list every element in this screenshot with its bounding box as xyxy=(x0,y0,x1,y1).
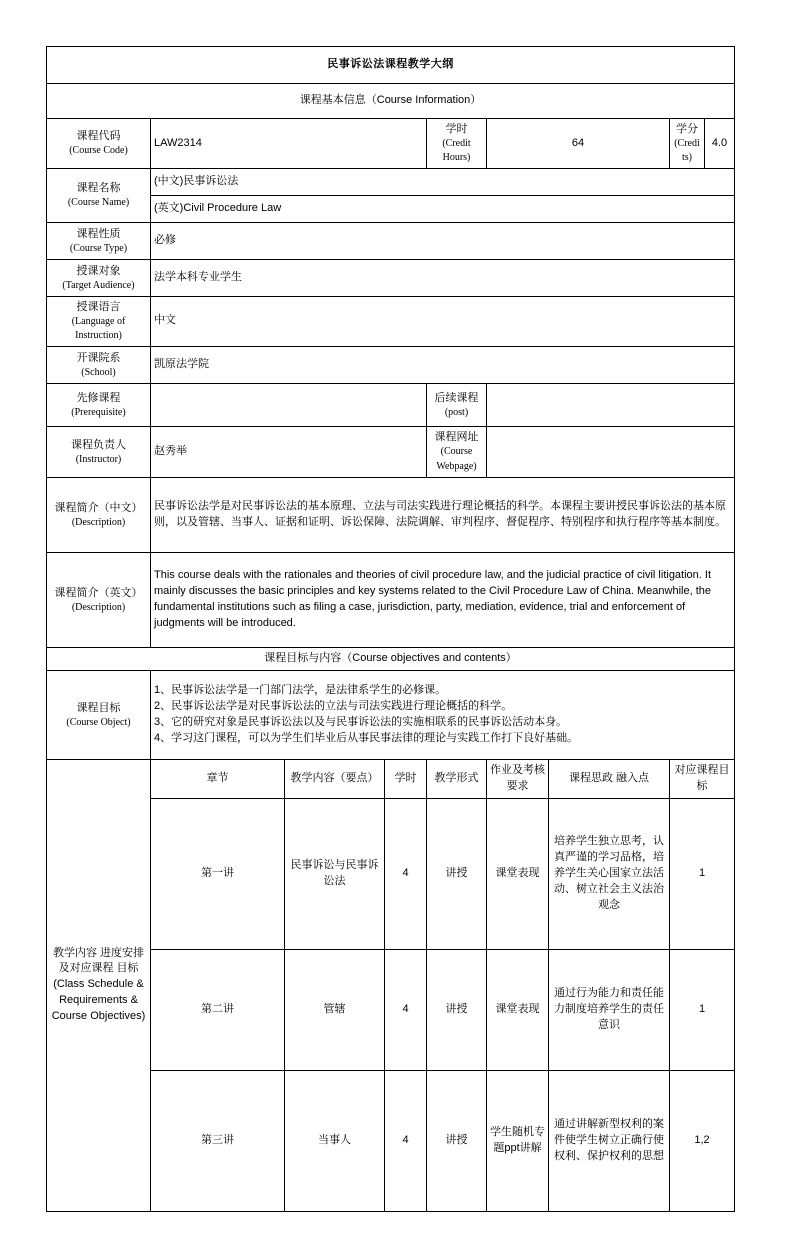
label-course-code xyxy=(47,119,151,169)
cell-ideology: 通过行为能力和责任能力制度培养学生的责任意识 xyxy=(549,949,670,1070)
course-object-item: 4、学习这门课程，可以为学生们毕业后从事民事法律的理论与实践工作打下良好基础。 xyxy=(154,731,579,744)
label-course-code-cn: 课程代码 xyxy=(76,129,121,143)
cell-content: 民事诉讼与民事诉讼法 xyxy=(285,798,385,949)
row-target-audience xyxy=(47,259,735,296)
section-basic-info: 课程基本信息（Course Information） xyxy=(47,84,735,119)
cell-ideology: 培养学生独立思考，认真严谨的学习品格，培养学生关心国家立法活动、树立社会主义法治观念 xyxy=(549,798,670,949)
cell-assessment: 学生随机专题ppt讲解 xyxy=(487,1070,549,1211)
cell-assessment: 课堂表现 xyxy=(487,798,549,949)
value-instructor: 赵秀举 xyxy=(151,426,427,477)
label-course-name-cn: 课程名称 xyxy=(76,181,121,195)
label-description-cn-en: (Description) xyxy=(71,516,126,528)
label-description-en-en: (Description) xyxy=(71,601,126,613)
cell-objective: 1 xyxy=(670,949,735,1070)
label-target-audience xyxy=(47,259,151,296)
row-instructor xyxy=(47,426,735,477)
cell-content: 当事人 xyxy=(285,1070,385,1211)
label-language xyxy=(47,296,151,346)
row-course-object xyxy=(47,670,735,759)
cell-assessment: 课堂表现 xyxy=(487,949,549,1070)
label-credit-hours-en: (Credit Hours) xyxy=(442,137,471,164)
label-language-en: (Language of Instruction) xyxy=(71,315,126,342)
label-course-name xyxy=(47,168,151,222)
label-credits xyxy=(670,119,705,169)
label-description-en-title: 课程简介（英文） xyxy=(54,585,143,599)
label-course-object xyxy=(47,670,151,759)
cell-hours: 4 xyxy=(385,949,427,1070)
label-credit-hours-cn: 学时 xyxy=(445,122,468,135)
row-school xyxy=(47,346,735,383)
course-object-item: 3、它的研究对象是民事诉讼法以及与民事诉讼法的实施相联系的民事诉讼活动本身。 xyxy=(154,715,568,728)
row-description-en xyxy=(47,552,735,647)
label-instructor xyxy=(47,426,151,477)
row-course-name-cn xyxy=(47,168,735,195)
label-class-schedule xyxy=(47,759,151,1211)
value-course-webpage xyxy=(487,426,735,477)
label-course-type-en: (Course Type) xyxy=(69,242,128,254)
label-course-webpage-cn: 课程网址 xyxy=(434,430,479,444)
label-post-course xyxy=(427,383,487,426)
label-target-audience-cn: 授课对象 xyxy=(76,263,121,277)
label-course-webpage-en: (Course Webpage) xyxy=(436,446,477,472)
schedule-row xyxy=(47,798,735,949)
value-credit-hours: 64 xyxy=(487,119,670,169)
course-object-item: 1、民事诉讼法学是一门部门法学，是法律系学生的必修课。 xyxy=(154,684,447,696)
value-post-course xyxy=(487,383,735,426)
label-school xyxy=(47,346,151,383)
syllabus-table xyxy=(46,46,735,1212)
label-prerequisite-en: (Prerequisite) xyxy=(71,406,126,418)
value-language: 中文 xyxy=(151,296,735,346)
objectives-header-row xyxy=(47,647,735,670)
label-prerequisite-cn: 先修课程 xyxy=(76,390,121,404)
title-row xyxy=(47,47,735,84)
cell-hours: 4 xyxy=(385,1070,427,1211)
cell-format: 讲授 xyxy=(427,949,487,1070)
value-course-name-en: (英文)Civil Procedure Law xyxy=(151,195,735,222)
cell-format: 讲授 xyxy=(427,1070,487,1211)
row-description-cn xyxy=(47,477,735,552)
label-prerequisite xyxy=(47,383,151,426)
label-class-schedule-line1: 教学内容 xyxy=(52,946,97,959)
cell-chapter: 第二讲 xyxy=(151,949,285,1070)
label-target-audience-en: (Target Audience) xyxy=(62,279,135,291)
column-header-content: 教学内容（要点） xyxy=(285,759,385,798)
cell-objective: 1,2 xyxy=(670,1070,735,1211)
column-header-assessment: 作业及考核要求 xyxy=(487,759,549,798)
cell-format: 讲授 xyxy=(427,798,487,949)
value-school: 凯原法学院 xyxy=(151,346,735,383)
row-language xyxy=(47,296,735,346)
value-course-type: 必修 xyxy=(151,222,735,259)
label-course-type-cn: 课程性质 xyxy=(76,226,121,240)
label-post-course-en: (post) xyxy=(444,406,469,418)
label-credits-cn: 学分 xyxy=(676,122,698,135)
column-header-hours: 学时 xyxy=(385,759,427,798)
label-school-en: (School) xyxy=(81,366,116,378)
column-header-objective: 对应课程目标 xyxy=(670,759,735,798)
cell-hours: 4 xyxy=(385,798,427,949)
section-objectives: 课程目标与内容（Course objectives and contents） xyxy=(47,647,735,670)
label-description-en xyxy=(47,552,151,647)
schedule-row xyxy=(47,1070,735,1211)
column-header-chapter: 章节 xyxy=(151,759,285,798)
label-credits-en: (Credits) xyxy=(674,137,700,164)
course-object-item: 2、民事诉讼法学是对民事诉讼法的立法与司法实践进行理论概括的科学。 xyxy=(154,699,513,712)
label-course-webpage xyxy=(427,426,487,477)
value-credits: 4.0 xyxy=(705,119,735,169)
column-header-ideology: 课程思政 融入点 xyxy=(549,759,670,798)
schedule-header-row xyxy=(47,759,735,798)
label-instructor-cn: 课程负责人 xyxy=(71,437,126,451)
label-course-object-cn: 课程目标 xyxy=(76,700,121,714)
value-target-audience: 法学本科专业学生 xyxy=(151,259,735,296)
column-header-format: 教学形式 xyxy=(427,759,487,798)
row-course-name-en xyxy=(47,195,735,222)
label-class-schedule-en: (Class Schedule & Requirements & Course Objectives) xyxy=(51,978,146,1023)
cell-chapter: 第三讲 xyxy=(151,1070,285,1211)
label-post-course-cn: 后续课程 xyxy=(434,390,479,404)
schedule-row xyxy=(47,949,735,1070)
cell-objective: 1 xyxy=(670,798,735,949)
label-course-type xyxy=(47,222,151,259)
value-description-en: This course deals with the rationales and theories of civil procedure law, and the judicial practice of civil litigation. It mainly discusses the basic principles and key systems related to the Civil Procedure Law of China. Meanwhile, the fundamental institutions such as filing a case, jurisdiction, party, mediation, evidence, trial and enforcement of judgments will be introduced. xyxy=(151,552,735,647)
label-description-cn-title: 课程简介（中文） xyxy=(54,500,143,514)
label-course-object-en: (Course Object) xyxy=(66,716,131,728)
row-prerequisite xyxy=(47,383,735,426)
cell-content: 管辖 xyxy=(285,949,385,1070)
row-course-type xyxy=(47,222,735,259)
label-class-schedule-line3: 目标 xyxy=(116,962,139,975)
value-course-code: LAW2314 xyxy=(151,119,427,169)
row-course-code xyxy=(47,119,735,169)
page-title: 民事诉讼法课程教学大纲 xyxy=(47,47,735,84)
label-language-cn: 授课语言 xyxy=(76,299,121,313)
label-credit-hours xyxy=(427,119,487,169)
label-description-cn xyxy=(47,477,151,552)
label-course-code-en: (Course Code) xyxy=(69,145,128,157)
label-school-cn: 开课院系 xyxy=(76,350,121,364)
label-instructor-en: (Instructor) xyxy=(75,453,122,465)
label-course-name-en: (Course Name) xyxy=(67,197,130,209)
cell-chapter: 第一讲 xyxy=(151,798,285,949)
value-prerequisite xyxy=(151,383,427,426)
value-description-cn: 民事诉讼法学是对民事诉讼法的基本原理、立法与司法实践进行理论概括的科学。本课程主要讲授民事诉讼法的基本原则，以及管辖、当事人、证据和证明、诉讼保障、法院调解、审判程序、督促程序、特别程序和执行程序等基本制度。 xyxy=(151,477,735,552)
basic-info-header-row xyxy=(47,84,735,119)
label-class-schedule-line2: 进度安排及对应课程 xyxy=(58,946,145,975)
cell-ideology: 通过讲解新型权利的案件使学生树立正确行使权利、保护权利的思想 xyxy=(549,1070,670,1211)
value-course-name-cn: (中文)民事诉讼法 xyxy=(151,168,735,195)
course-object-list xyxy=(151,670,735,759)
